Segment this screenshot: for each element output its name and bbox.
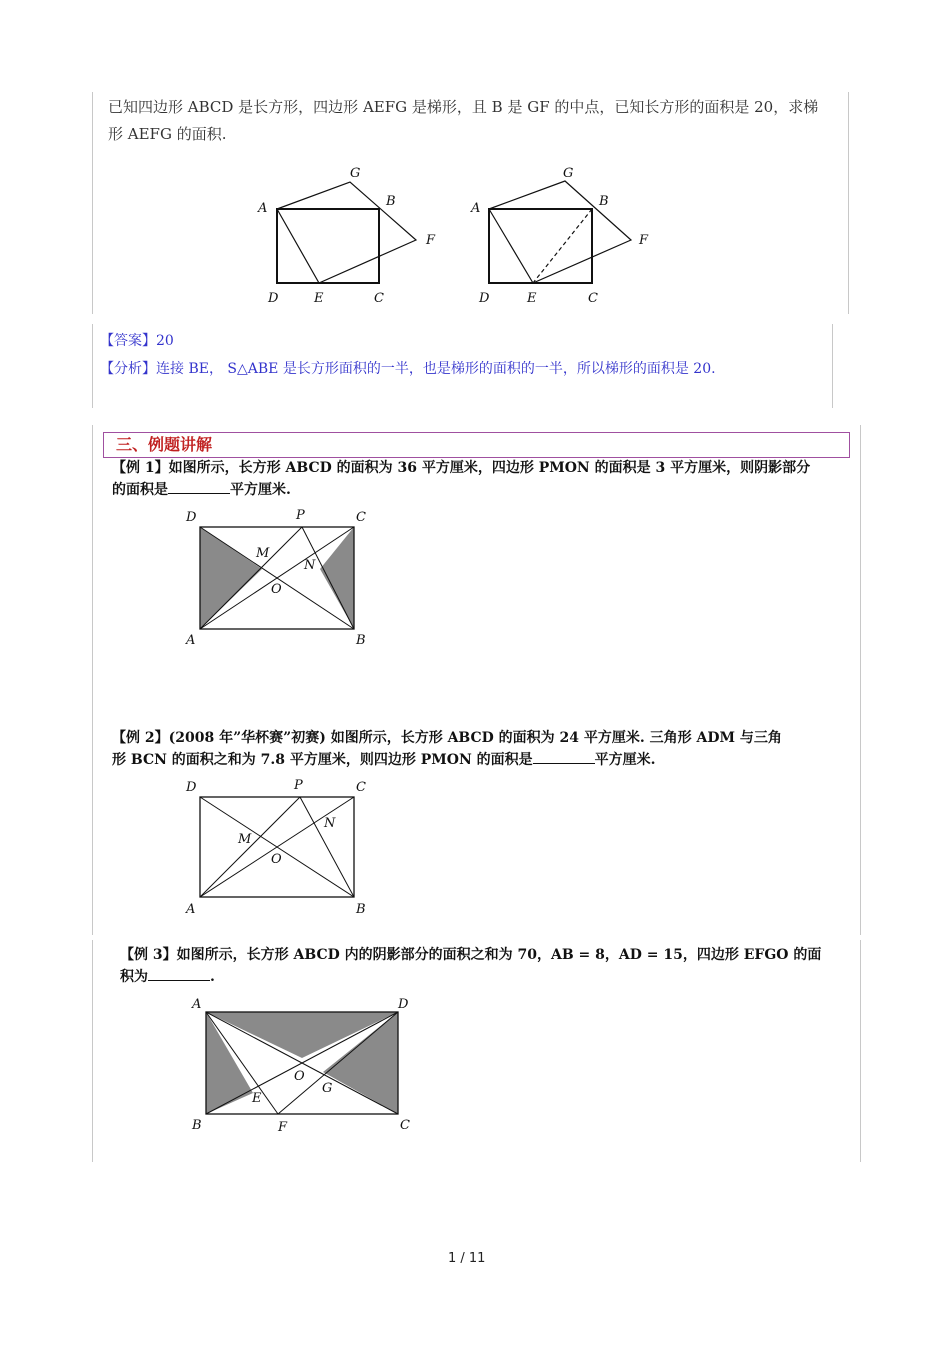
segment-bp <box>300 797 354 897</box>
label-f: F <box>278 1120 288 1135</box>
label-o: O <box>271 852 282 867</box>
label-c: C <box>374 291 384 306</box>
example1-line2 <box>112 479 852 501</box>
example1-tag: 【例 1】 <box>112 460 169 476</box>
answer-line <box>100 330 174 350</box>
example1-line1 <box>112 457 852 479</box>
label-g: G <box>563 166 574 181</box>
label-c: C <box>588 291 598 306</box>
example3-tag: 【例 3】 <box>120 947 177 963</box>
example2-line2-suffix: 平方厘米. <box>594 752 656 768</box>
label-a: A <box>258 201 268 216</box>
example1-answer-blank <box>168 479 230 494</box>
intro-problem <box>108 94 843 148</box>
label-a: A <box>192 997 202 1012</box>
label-n: N <box>324 816 336 831</box>
label-b: B <box>192 1118 202 1133</box>
example1-text <box>112 457 852 501</box>
example3-line2-suffix: . <box>210 969 215 985</box>
label-d: D <box>479 291 490 306</box>
label-n: N <box>304 558 316 573</box>
label-c: C <box>356 780 366 795</box>
label-g: G <box>322 1081 333 1096</box>
label-c: C <box>400 1118 410 1133</box>
label-b: B <box>356 633 366 648</box>
intro-problem-line1: 已知四边形 ABCD 是长方形，四边形 AEFG 是梯形，且 B 是 GF 的中点，已知长方形的面积是 20，求梯 <box>108 98 819 116</box>
example3-line2-prefix: 积为 <box>120 969 148 985</box>
label-f: F <box>639 233 649 248</box>
figure-example2 <box>180 775 380 920</box>
figure-example3 <box>180 990 430 1140</box>
label-d: D <box>268 291 279 306</box>
page-number: 1 / 11 <box>448 1251 486 1266</box>
segment-ap <box>200 797 300 897</box>
label-p: P <box>296 508 305 523</box>
analysis-line <box>100 358 820 378</box>
example3-statement: 如图所示，长方形 ABCD 内的阴影部分的面积之和为 70，AB = 8，AD = 15，四边形 EFGO 的面 <box>176 947 822 963</box>
rectangle-abcd <box>489 209 592 283</box>
label-m: M <box>238 832 252 847</box>
shaded-triangle-left <box>200 527 262 629</box>
intro-problem-line2: 形 AEFG 的面积. <box>108 125 227 143</box>
label-p: P <box>294 778 303 793</box>
label-e: E <box>314 291 324 306</box>
example2-line2 <box>112 749 852 771</box>
label-f: F <box>426 233 436 248</box>
example2-statement: (2008 年”华杯赛”初赛) 如图所示，长方形 ABCD 的面积为 24 平方厘米. 三角形 ADM 与三角 <box>168 730 782 746</box>
analysis-tag: 【分析】 <box>100 361 156 377</box>
trapezoid-aefg <box>489 181 631 283</box>
analysis-text: 连接 BE， S△ABE 是长方形面积的一半，也是梯形的面积的一半，所以梯形的面积是 20. <box>156 361 716 377</box>
example2-line1 <box>112 727 852 749</box>
label-b: B <box>356 902 366 917</box>
example1-line2-suffix: 平方厘米. <box>230 482 291 498</box>
example3-answer-blank <box>148 966 210 981</box>
label-b: B <box>599 194 609 209</box>
label-a: A <box>186 902 196 917</box>
example3-line2 <box>120 966 855 988</box>
section-title: 三、例题讲解 <box>103 432 850 458</box>
example2-text <box>112 727 852 771</box>
label-g: G <box>350 166 361 181</box>
label-a: A <box>186 633 196 648</box>
label-c: C <box>356 510 366 525</box>
label-b: B <box>386 194 396 209</box>
figure-example1 <box>180 505 380 650</box>
example1-line2-prefix: 的面积是 <box>112 482 168 498</box>
label-m: M <box>256 546 270 561</box>
answer-value: 20 <box>156 333 174 349</box>
label-a: A <box>471 201 481 216</box>
label-e: E <box>252 1091 262 1106</box>
shaded-triangle-right <box>320 527 354 629</box>
label-e: E <box>527 291 537 306</box>
intro-block-left-border <box>92 92 94 314</box>
label-d: D <box>398 997 409 1012</box>
example2-answer-blank <box>533 749 595 764</box>
label-d: D <box>186 780 197 795</box>
example1-statement: 如图所示，长方形 ABCD 的面积为 36 平方厘米，四边形 PMON 的面积是 3 平方厘米，则阴影部分 <box>168 460 811 476</box>
example2-tag: 【例 2】 <box>112 730 169 746</box>
answer-tag: 【答案】 <box>100 333 156 349</box>
figure-trapezoid-1 <box>250 160 450 310</box>
label-d: D <box>186 510 197 525</box>
dashed-be <box>533 209 592 283</box>
label-o: O <box>294 1069 305 1084</box>
example2-line2-prefix: 形 BCN 的面积之和为 7.8 平方厘米，则四边形 PMON 的面积是 <box>112 752 533 768</box>
rectangle-abcd <box>277 209 379 283</box>
label-o: O <box>271 582 282 597</box>
figure-trapezoid-2 <box>465 160 665 310</box>
example3-line1 <box>120 944 855 966</box>
example3-text <box>120 944 855 988</box>
